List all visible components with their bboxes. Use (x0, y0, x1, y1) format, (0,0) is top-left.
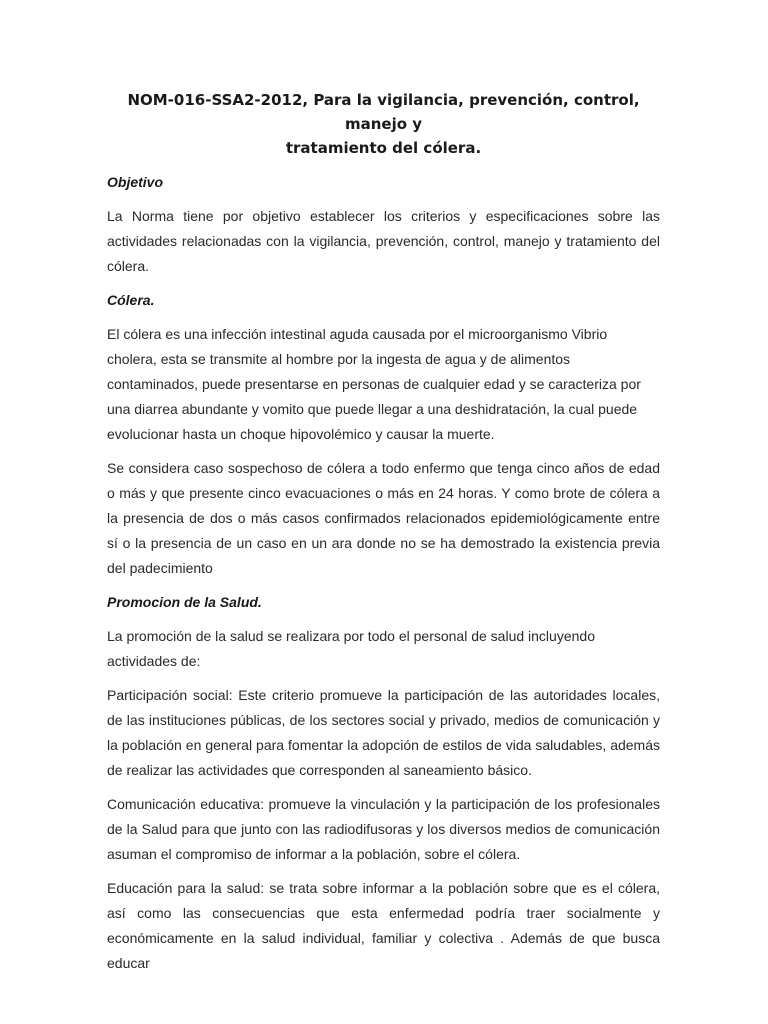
paragraph-promocion-intro: La promoción de la salud se realizara por todo el personal de salud incluyendo actividades de: (107, 628, 595, 669)
section-heading-promocion: Promocion de la Salud. (107, 594, 262, 610)
title-line-2: tratamiento del cólera. (285, 139, 482, 157)
section-heading-colera: Cólera. (107, 292, 155, 308)
paragraph-participacion-social: Participación social: Este criterio promueve la participación de las autoridades locales, de las instituciones públicas, de los sectores social y privado, medios de comunicación y la población en general para fomentar la adopción de estilos de vida saludables, además de realizar las actividades que corresponden al saneamiento básico. (107, 687, 660, 778)
title-line-1: NOM-016-SSA2-2012, Para la vigilancia, prevención, control, manejo y (127, 91, 640, 133)
paragraph-colera-caso: Se considera caso sospechoso de cólera a todo enfermo que tenga cinco años de edad o más y que presente cinco evacuaciones o más en 24 horas. Y como brote de cólera a la presencia de dos o más casos confirmados relacionados epidemiológicamente entre sí o la presencia de un caso en un ara donde no se ha demostrado la existencia previa del padecimiento (107, 460, 660, 576)
section-heading-objetivo: Objetivo (107, 174, 164, 190)
paragraph-comunicacion-educativa: Comunicación educativa: promueve la vinculación y la participación de los profesionales de la Salud para que junto con las radiodifusoras y los diversos medios de comunicación asuman el compromiso de informar a la población, sobre el cólera. (107, 796, 660, 862)
paragraph-objetivo: La Norma tiene por objetivo establecer los criterios y especificaciones sobre las actividades relacionadas con la vigilancia, prevención, control, manejo y tratamiento del cólera. (107, 208, 660, 274)
paragraph-colera-definition: El cólera es una infección intestinal aguda causada por el microorganismo Vibrio cholera, esta se transmite al hombre por la ingesta de agua y de alimentos contaminados, puede presentarse en personas de cualquier edad y se caracteriza por una diarrea abundante y vomito que puede llegar a una deshidratación, la cual puede evolucionar hasta un choque hipovolémico y causar la muerte. (107, 326, 641, 442)
paragraph-educacion-salud: Educación para la salud: se trata sobre informar a la población sobre que es el cólera, así como las consecuencias que esta enfermedad podría traer socialmente y económicamente en la salud individual, familiar y colectiva . Además de que busca educar (107, 880, 660, 971)
document-title (107, 88, 660, 160)
